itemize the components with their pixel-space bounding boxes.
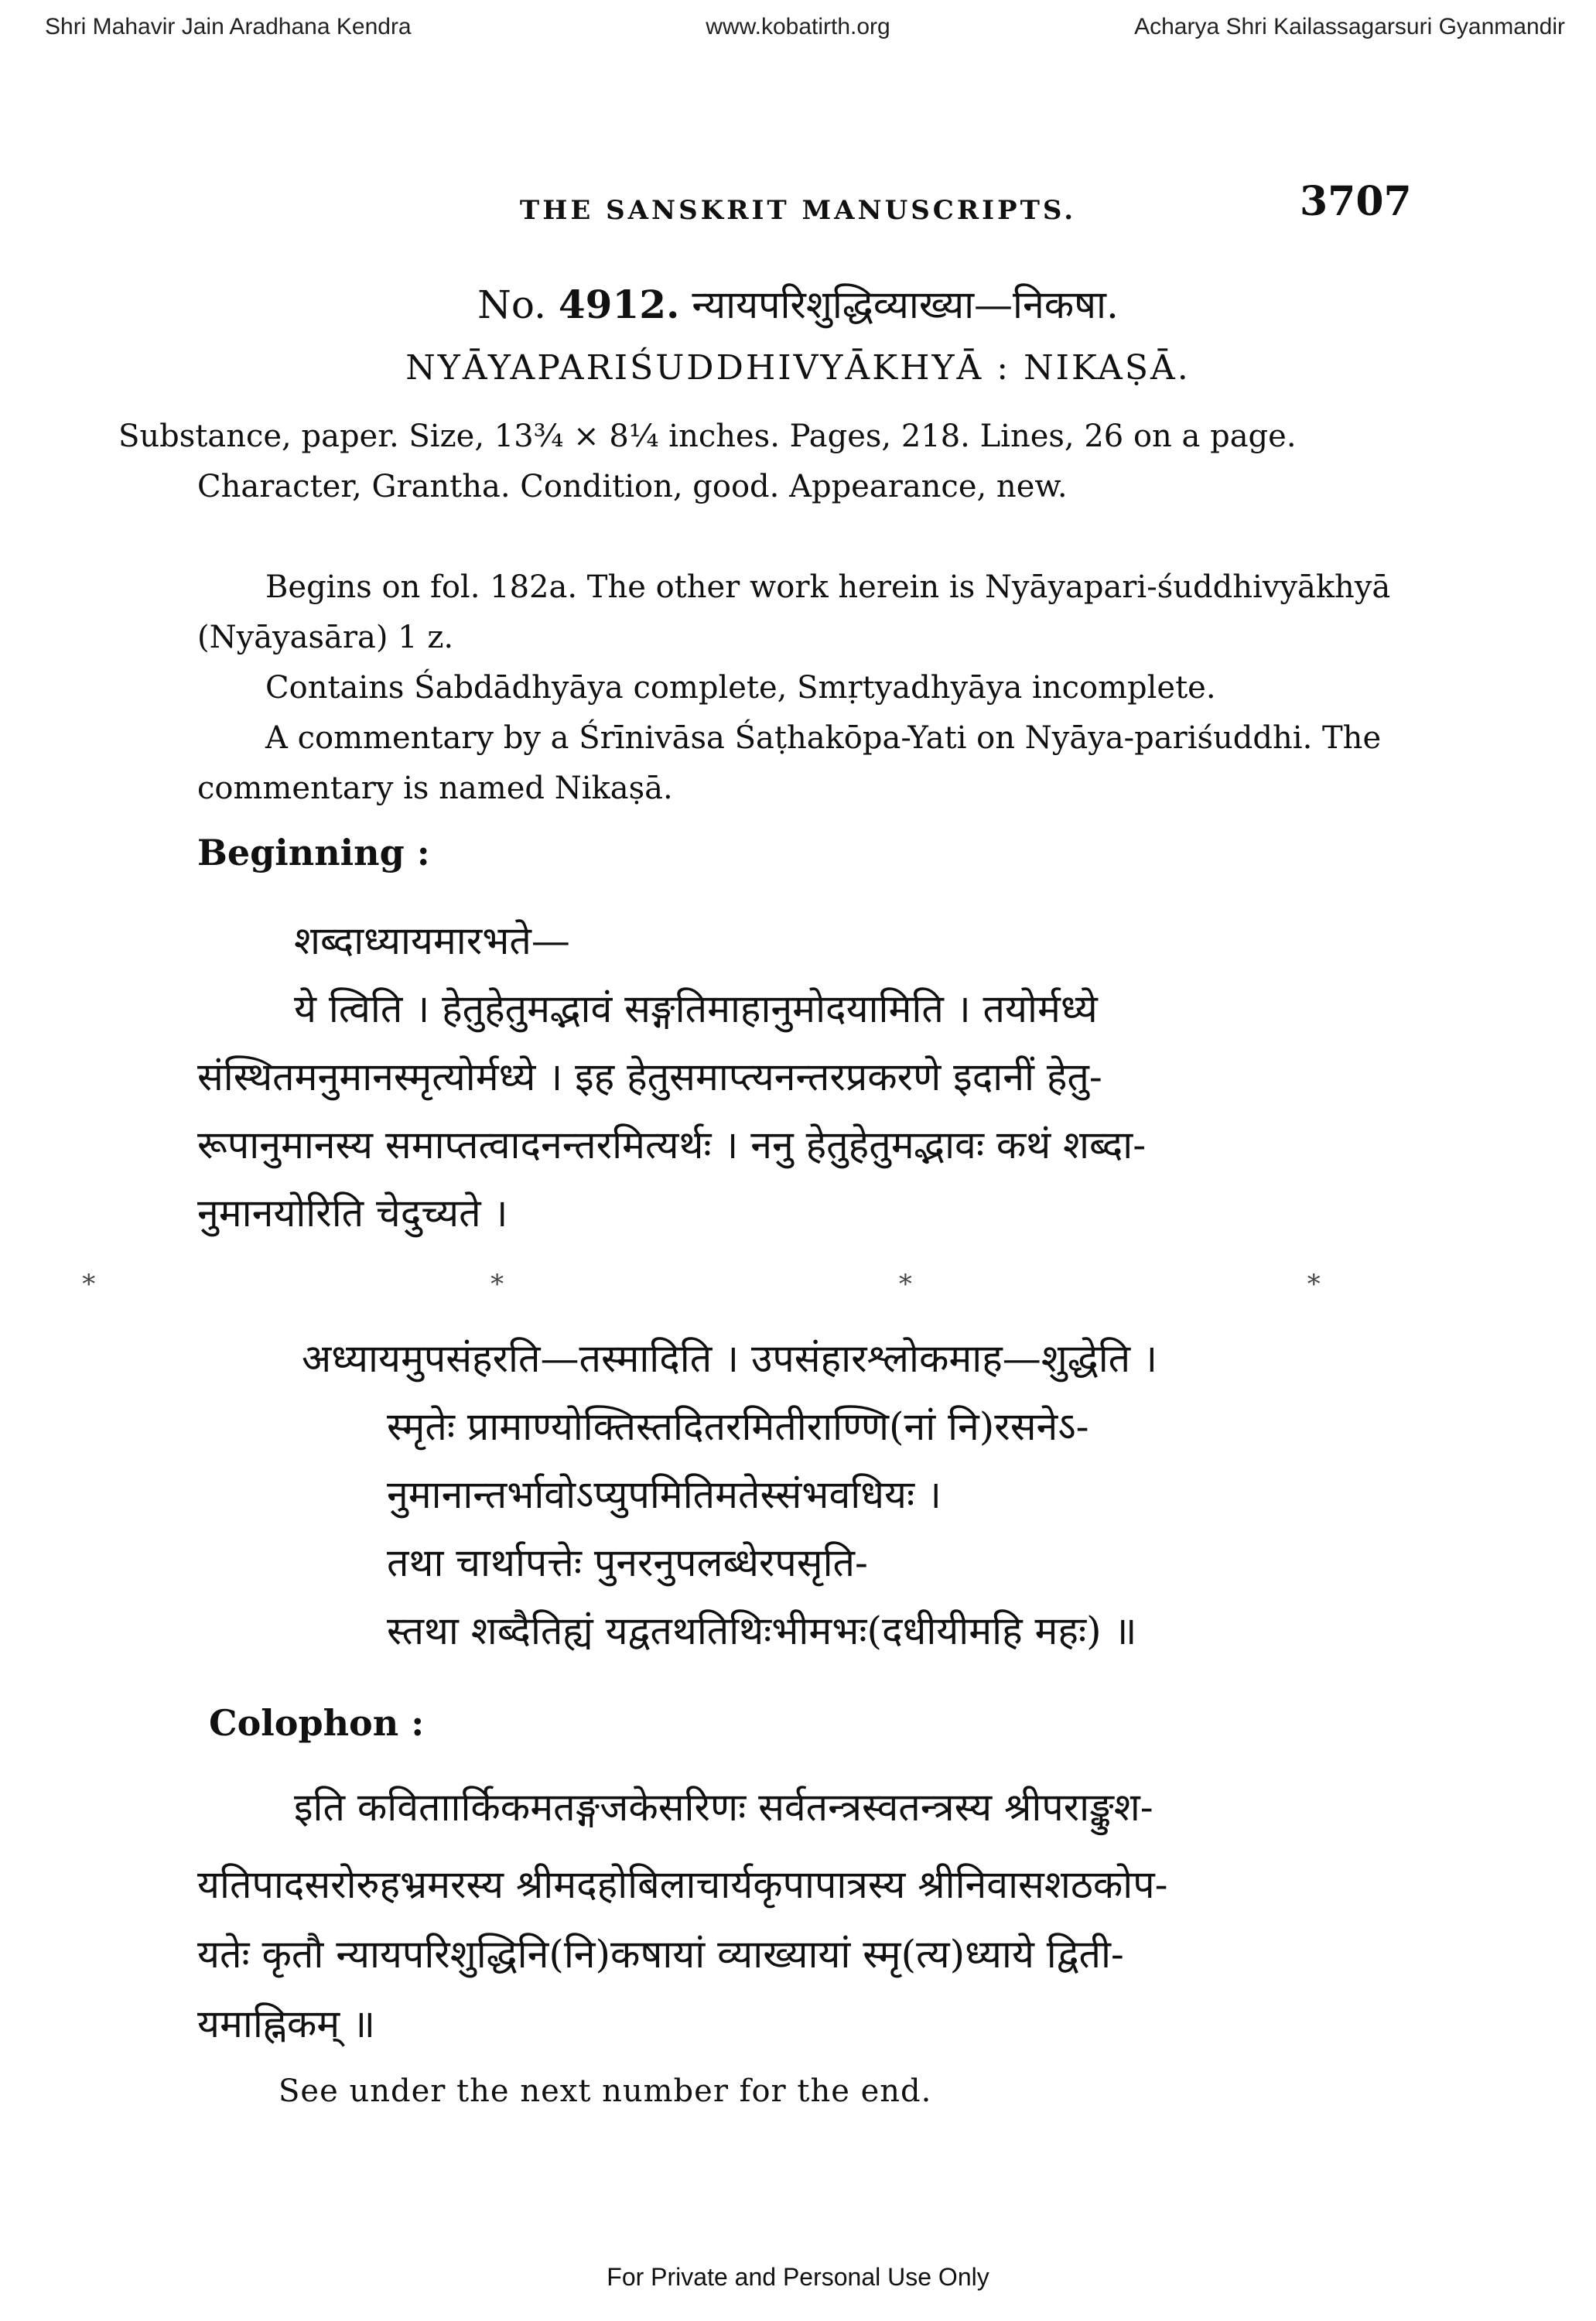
verse-line: स्तथा शब्दैतिह्यं यद्वतथतिथिःभीमभः(दधीयीमहि महः) ॥	[387, 1608, 1137, 1653]
entry-title-devanagari: न्यायपरिशुद्धिव्याख्या—निकषा.	[692, 282, 1119, 327]
section-separator: * * * *	[82, 1269, 1514, 1300]
running-head: THE SANSKRIT MANUSCRIPTS.	[519, 195, 1077, 226]
beginning-line: ये त्विति । हेतुहेतुमद्भावं सङ्गतिमाहानुमोदयामिति । तयोर्मध्ये	[294, 986, 1098, 1031]
page-number: 3707	[1300, 178, 1412, 225]
see-note: See under the next number for the end.	[279, 2073, 932, 2109]
colophon-line: इति कविताार्किकमतङ्गजकेसरिणः सर्वतन्त्रस्वतन्त्रस्य श्रीपराङ्कुश-	[294, 1785, 1153, 1830]
header-center[interactable]: www.kobatirth.org	[706, 14, 890, 39]
note-begins: Begins on fol. 182a. The other work herein is Nyāyapari-śuddhivyākhyā (Nyāyasāra) 1 z.	[197, 569, 1391, 655]
entry-transliteration: NYĀYAPARIŚUDDHIVYĀKHYĀ : NIKAṢĀ.	[405, 348, 1191, 388]
header-left: Shri Mahavir Jain Aradhana Kendra	[45, 14, 412, 39]
colophon-heading: Colophon :	[209, 1702, 425, 1744]
footer-text: For Private and Personal Use Only	[607, 2263, 989, 2291]
beginning-line: अध्यायमुपसंहरति—तस्मादिति । उपसंहारश्लोकमाह—शुद्धेति ।	[302, 1336, 1158, 1381]
colophon-line: यमाह्निकम् ॥	[197, 2001, 376, 2046]
note-commentary: A commentary by a Śrīnivāsa Śaṭhakōpa-Yati on Nyāya-pariśuddhi. The commentary is named Nikaṣā.	[197, 720, 1382, 806]
colophon-line: यतिपादसरोरुहभ्रमरस्य श्रीमदहोबिलाचार्यकृपापात्रस्य श्रीनिवासशठकोप-	[197, 1862, 1168, 1907]
entry-number: 4912.	[558, 282, 680, 327]
beginning-line: नुमानयोरिति चेदुच्यते ।	[197, 1191, 508, 1236]
beginning-line: रूपानुमानस्य समाप्तत्वादनन्तरमित्यर्थः । ननु हेतुहेतुमद्भावः कथं शब्दा-	[197, 1123, 1147, 1167]
beginning-line: संस्थितमनुमानस्मृत्योर्मध्ये । इह हेतुसमाप्त्यनन्तरप्रकरणे इदानीं हेतु-	[197, 1055, 1102, 1099]
beginning-line: शब्दाध्यायमारभते—	[294, 918, 570, 963]
verse-line: स्मृतेः प्रामाण्योक्तिस्तदितरमितीराण्णि(नां नि)रसनेऽ-	[387, 1404, 1089, 1449]
note-contents: Contains Śabdādhyāya complete, Smṛtyadhyāya incomplete.	[265, 670, 1216, 706]
entry-title	[0, 277, 1596, 330]
physical-description: Substance, paper. Size, 13¾ × 8¼ inches. Pages, 218. Lines, 26 on a page. Character, Grantha. Condition, good. Appearance, new.	[118, 419, 1297, 504]
header-right: Acharya Shri Kailassagarsuri Gyanmandir	[1134, 14, 1565, 39]
beginning-heading: Beginning :	[197, 832, 430, 873]
verse-line: तथा चार्थापत्तेः पुनरनुपलब्धेरपसृति-	[387, 1540, 868, 1585]
verse-line: नुमानान्तर्भावोऽप्युपमितिमतेस्संभवधियः ।	[387, 1472, 942, 1517]
colophon-line: यतेः कृतौ न्यायपरिशुद्धिनि(नि)कषायां व्याख्यायां स्मृ(त्य)ध्याये द्विती-	[197, 1932, 1124, 1977]
entry-number-prefix: No.	[477, 282, 546, 327]
